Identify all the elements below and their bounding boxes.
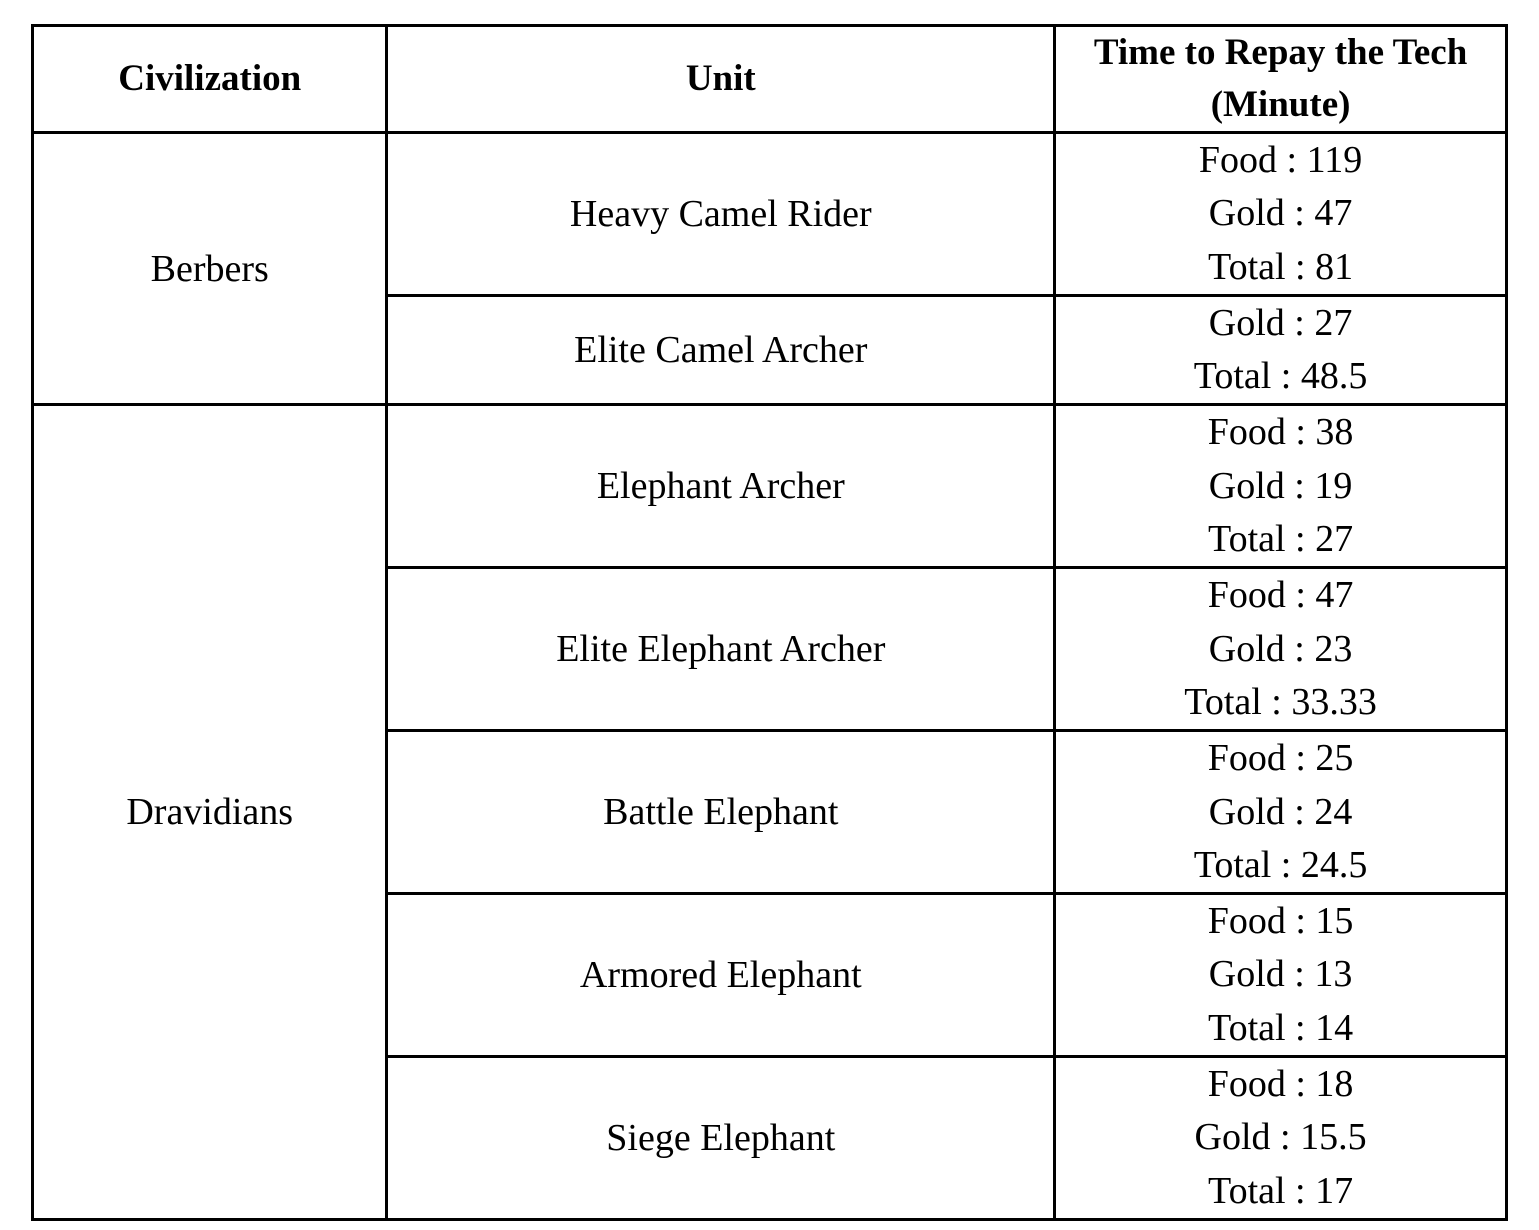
unit-cell: Battle Elephant bbox=[387, 731, 1055, 894]
time-cell bbox=[1055, 731, 1507, 894]
unit-cell: Elephant Archer bbox=[387, 405, 1055, 568]
unit-cell: Armored Elephant bbox=[387, 894, 1055, 1057]
gold-value: Gold : 13 bbox=[1208, 953, 1353, 996]
header-time-line1: Time to Repay the Tech bbox=[1093, 32, 1468, 73]
header-row bbox=[33, 26, 1507, 133]
food-value: Food : 25 bbox=[1207, 737, 1354, 780]
civilization-cell: Dravidians bbox=[33, 405, 387, 1219]
gold-value: Gold : 23 bbox=[1208, 627, 1353, 670]
gold-value: Gold : 24 bbox=[1208, 790, 1353, 833]
unit-cell: Heavy Camel Rider bbox=[387, 133, 1055, 296]
food-value: Food : 38 bbox=[1207, 411, 1354, 454]
total-value: Total : 24.5 bbox=[1193, 843, 1368, 886]
food-value: Food : 15 bbox=[1207, 900, 1354, 943]
total-value: Total : 81 bbox=[1208, 245, 1354, 288]
time-cell bbox=[1055, 894, 1507, 1057]
table-row bbox=[33, 405, 1507, 568]
unit-cell: Elite Elephant Archer bbox=[387, 568, 1055, 731]
gold-value: Gold : 19 bbox=[1208, 464, 1353, 507]
table-row bbox=[33, 133, 1507, 296]
header-civilization: Civilization bbox=[33, 26, 387, 133]
time-cell bbox=[1055, 133, 1507, 296]
header-time-line2: (Minute) bbox=[1210, 84, 1351, 125]
total-value: Total : 14 bbox=[1208, 1006, 1354, 1049]
civilization-cell: Berbers bbox=[33, 133, 387, 405]
food-value: Food : 47 bbox=[1207, 574, 1354, 617]
food-value: Food : 18 bbox=[1207, 1063, 1354, 1106]
total-value: Total : 27 bbox=[1208, 518, 1354, 561]
time-cell bbox=[1055, 568, 1507, 731]
gold-value: Gold : 15.5 bbox=[1194, 1116, 1367, 1159]
header-unit: Unit bbox=[387, 26, 1055, 133]
unit-cell: Elite Camel Archer bbox=[387, 295, 1055, 405]
time-cell bbox=[1055, 295, 1507, 405]
gold-value: Gold : 27 bbox=[1208, 301, 1353, 344]
unit-cell: Siege Elephant bbox=[387, 1057, 1055, 1220]
tech-repay-table bbox=[31, 24, 1508, 1221]
total-value: Total : 48.5 bbox=[1193, 355, 1368, 398]
header-time bbox=[1055, 26, 1507, 133]
total-value: Total : 33.33 bbox=[1184, 680, 1377, 723]
food-value: Food : 119 bbox=[1198, 139, 1363, 181]
gold-value: Gold : 47 bbox=[1208, 192, 1353, 235]
time-cell bbox=[1055, 405, 1507, 568]
time-cell bbox=[1055, 1057, 1507, 1220]
total-value: Total : 17 bbox=[1208, 1169, 1354, 1212]
